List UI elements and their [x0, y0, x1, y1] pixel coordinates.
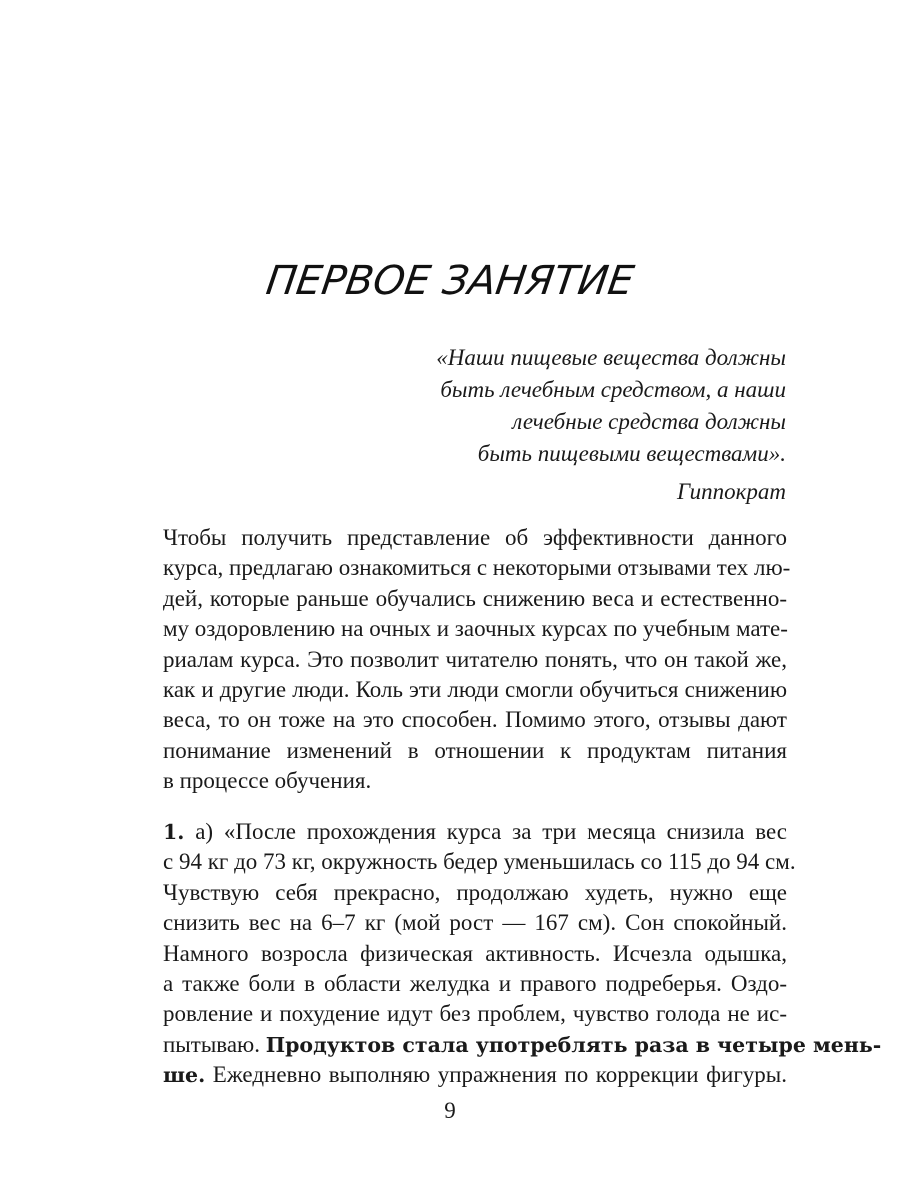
paragraph-line: как и другие люди. Коль эти люди смогли обучиться снижению — [163, 677, 787, 703]
paragraph-line — [163, 1060, 787, 1090]
epigraph-line: быть лечебным средством, а наши — [440, 377, 786, 402]
chapter-title: ПЕРВОЕ ЗАНЯТИЕ — [263, 258, 637, 304]
paragraph-line: веса, то он тоже на это способен. Помимо этого, отзывы дают — [163, 707, 787, 733]
paragraph-line: в процессе обучения. — [163, 768, 372, 794]
epigraph-author: Гиппократ — [676, 479, 786, 504]
paragraph-line: Чтобы получить представление об эффективности данного — [163, 525, 787, 550]
paragraph-line: понимание изменений в отношении к продуктам питания — [163, 737, 787, 763]
paragraph-line: снизить вес на 6–7 кг (мой рост — 167 см). Сон спокойный. — [163, 910, 787, 936]
paragraph-line: Чувствую себя прекрасно, продолжаю худеть, нужно еще — [163, 879, 787, 905]
paragraph-line: ровление и похудение идут без проблем, чувство голода не ис- — [163, 1001, 787, 1027]
paragraph-review-1 — [163, 817, 882, 1091]
review-number: 1. — [163, 820, 185, 844]
epigraph — [316, 342, 786, 508]
review-line-text: а) «После прохождения курса за три месяца снизила вес — [184, 819, 787, 844]
epigraph-line: лечебные средства должны — [512, 409, 786, 434]
paragraph-line — [163, 1030, 882, 1060]
review-bold-text: ше. — [163, 1063, 206, 1088]
review-line-text: пытываю. — [163, 1031, 266, 1057]
paragraph-line: риалам курса. Это позволит читателю понять, что он такой же, — [163, 646, 787, 672]
paragraph-line: а также боли в области желудка и правого подреберья. Оздо- — [163, 971, 787, 997]
paragraph-line: с 94 кг до 73 кг, окружность бедер уменьшилась со 115 до 94 см. — [163, 849, 796, 875]
review-line-text: Ежедневно выполняю упражнения по коррекции фигуры. — [205, 1062, 787, 1088]
paragraph-line: Намного возросла физическая активность. Исчезла одышка, — [163, 940, 787, 966]
paragraph-line: му оздоровлению на очных и заочных курсах по учебным мате- — [163, 616, 788, 642]
epigraph-line: быть пищевыми веществами». — [477, 441, 786, 466]
paragraph-intro — [163, 523, 791, 797]
paragraph-line: курса, предлагаю ознакомиться с некоторыми отзывами тех лю- — [163, 555, 791, 581]
paragraph-line: дей, которые раньше обучались снижению веса и естественно- — [163, 585, 787, 611]
paragraph-line — [163, 817, 787, 847]
review-bold-text: Продуктов стала употреблять раза в четыре мень- — [265, 1032, 882, 1057]
epigraph-line: «Наши пищевые вещества должны — [436, 345, 786, 370]
page-number: 9 — [444, 1098, 456, 1123]
